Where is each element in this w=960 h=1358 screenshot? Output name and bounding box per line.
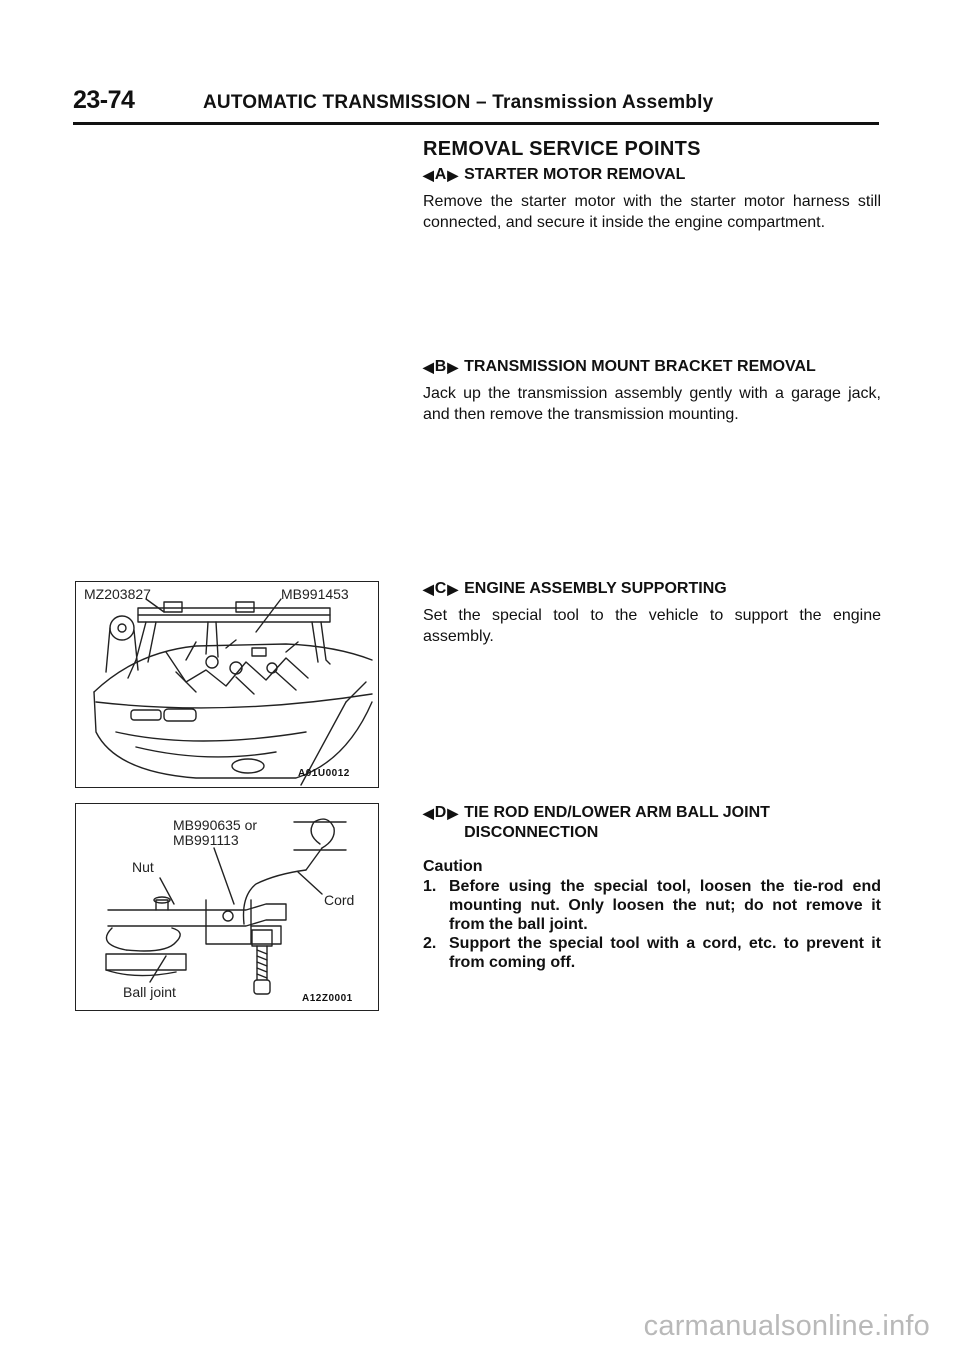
procedure-c [423, 579, 881, 647]
caution-list [423, 877, 881, 972]
section-title: REMOVAL SERVICE POINTS [423, 138, 701, 160]
page-header [73, 86, 879, 125]
procedure-c-title: ENGINE ASSEMBLY SUPPORTING [464, 580, 727, 597]
tool-label-line1: MB990635 or [173, 817, 258, 833]
procedure-b [423, 357, 881, 425]
watermark: carmanualsonline.info [643, 1310, 930, 1342]
arrow-left-icon: ◀ [423, 359, 434, 375]
tool-label-mz203827: MZ203827 [84, 586, 151, 602]
cord-label: Cord [324, 892, 355, 908]
arrow-right-icon: ▶ [447, 805, 459, 821]
procedure-b-title: TRANSMISSION MOUNT BRACKET REMOVAL [464, 358, 816, 375]
caution-label: Caution [423, 858, 483, 875]
procedure-a-heading [423, 165, 881, 185]
ball-joint-figure [75, 803, 379, 1011]
procedure-marker: ◀ A ▶ [423, 166, 459, 183]
tool-label-line2: MB991113 [173, 832, 239, 848]
procedure-b-heading [423, 357, 881, 377]
engine-support-figure [75, 581, 379, 788]
procedure-b-text: Jack up the transmission assembly gently with a garage jack, and then remove the transmission mounting. [423, 385, 881, 423]
tool-label-mb991453: MB991453 [281, 586, 349, 602]
arrow-right-icon: ▶ [447, 359, 459, 375]
procedure-c-text: Set the special tool to the vehicle to support the engine assembly. [423, 607, 881, 645]
procedure-a-text: Remove the starter motor with the starter motor harness still connected, and secure it inside the engine compartment. [423, 193, 881, 231]
procedure-a [423, 165, 881, 233]
procedure-c-heading [423, 579, 881, 599]
procedure-d-heading [423, 803, 881, 843]
arrow-left-icon: ◀ [423, 805, 434, 821]
ball-joint-label: Ball joint [123, 984, 176, 1000]
chapter-title: AUTOMATIC TRANSMISSION – Transmission Assembly [203, 92, 714, 113]
caution-item: 1. Before using the special tool, loosen the tie-rod end mounting nut. Only loosen the nut; do not remove it from the ball joint. [423, 878, 881, 933]
procedure-a-title: STARTER MOTOR REMOVAL [464, 166, 686, 183]
procedure-marker: ◀ D ▶ [423, 804, 459, 821]
figure-code: A01U0012 [298, 768, 350, 779]
arrow-right-icon: ▶ [447, 581, 459, 597]
engine-support-illustration [76, 582, 378, 787]
arrow-right-icon: ▶ [447, 167, 459, 183]
procedure-marker: ◀ C ▶ [423, 580, 459, 597]
arrow-left-icon: ◀ [423, 581, 434, 597]
procedure-marker: ◀ B ▶ [423, 358, 459, 375]
arrow-left-icon: ◀ [423, 167, 434, 183]
nut-label: Nut [132, 859, 154, 875]
caution-item: 2. Support the special tool with a cord, etc. to prevent it from coming off. [423, 935, 881, 971]
page-number: 23-74 [73, 86, 135, 114]
procedure-d [423, 803, 881, 972]
figure-code: A12Z0001 [302, 993, 353, 1004]
procedure-d-title: TIE ROD END/LOWER ARM BALL JOINT DISCONNECTION [464, 804, 770, 841]
